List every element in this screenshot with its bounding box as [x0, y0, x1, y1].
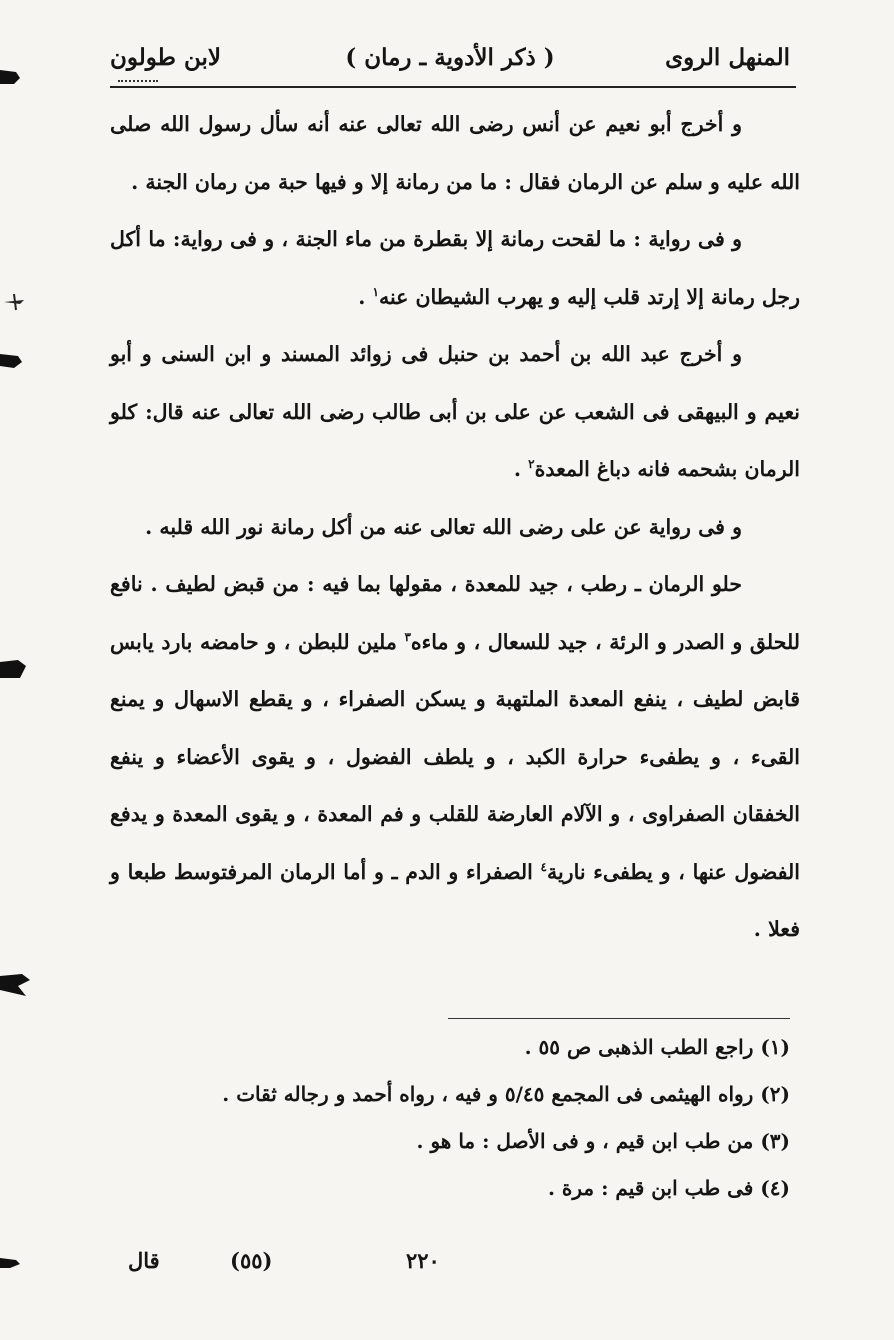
footnote-ref-2: ٢	[528, 457, 535, 472]
binding-mark-icon	[0, 346, 24, 374]
footnote-3: (٣) من طب ابن قيم ، و فى الأصل : ما هو .	[416, 1129, 790, 1153]
page-footer	[110, 1240, 800, 1280]
binding-mark-icon	[0, 62, 24, 92]
paragraph-3-text: و أخرج عبد الله بن أحمد بن حنبل فى زوائد المسند و ابن السنى و أبو نعيم و البيهقى فى الشعب عن على بن أبى طالب رضى الله تعالى عنه قال: كلو الرمان بشحمه فانه دباغ المعدة	[110, 342, 800, 481]
paragraph-5-text-b: ملين للبطن ، و حامضه بارد يابس قابض لطيف ، ينفع المعدة الملتهبة و يسكن الصفراء ، و يقطع الاسهال و يمنع القىء ، و يطفىء حرارة الكبد ، و يلطف الفضول ، و يقوى الأعضاء و ينفع الخفقان الصفراوى ، و الآلام العارضة للقلب و فم المعدة ، و يقوى المعدة و يدفع الفضول عنها ، و يطفىء نارية	[110, 629, 800, 884]
paragraph-2-text: و فى رواية : ما لقحت رمانة إلا بقطرة من ماء الجنة ، و فى رواية: ما أكل رجل رمانة إلا إرتد قلب إليه و يهرب الشيطان عنه	[110, 227, 800, 309]
paragraph-3-end: .	[513, 457, 529, 481]
paragraph-5-text-c: الصفراء و الدم ـ و أما الرمان المرفتوسط طبعا و فعلا .	[110, 859, 800, 941]
header-dots	[118, 80, 158, 82]
paragraph-4: و فى رواية عن على رضى الله تعالى عنه من أكل رمانة نور الله قلبه .	[145, 514, 742, 539]
binding-mark-icon	[0, 652, 30, 686]
paragraph-2-end: .	[358, 284, 373, 309]
paragraph-5-text-a: حلو الرمان ـ رطب ، جيد للمعدة ، مقولها بما فيه : من قبض لطيف . نافع للحلق و الصدر و الرئة ، جيد للسعال ، و ماءه	[110, 572, 800, 654]
footnote-rule	[448, 1018, 790, 1019]
sheet-number: (٥٥)	[230, 1248, 273, 1273]
footnote-4: (٤) فى طب ابن قيم : مرة .	[547, 1176, 790, 1200]
paragraph-1: و أخرج أبو نعيم عن أنس رضى الله تعالى عنه أنه سأل رسول الله صلى الله عليه و سلم عن الرمان فقال : ما من رمانة إلا و فيها حبة من رمان الجنة .	[110, 112, 800, 194]
binding-mark-icon	[0, 968, 32, 1002]
footnote-ref-3: ٣	[404, 629, 411, 644]
catchword: قال	[128, 1248, 160, 1273]
paragraph-2	[110, 211, 800, 326]
header-rule	[110, 86, 796, 88]
paragraph-5	[110, 556, 800, 959]
footnotes	[150, 1024, 790, 1212]
running-header	[110, 38, 790, 82]
footnote-1: (١) راجع الطب الذهبى ص ٥٥ .	[524, 1035, 790, 1059]
binding-mark-icon	[0, 1252, 24, 1274]
footnote-2: (٢) رواه الهيثمى فى المجمع ٥/٤٥ و فيه ، رواه أحمد و رجاله ثقات .	[222, 1082, 790, 1106]
section-title: ( ذكر الأدوية ـ رمان )	[345, 44, 555, 71]
paragraph-3	[110, 326, 800, 499]
footnote-ref-4: ٤	[540, 859, 547, 874]
page-number: ٢٢٠	[406, 1248, 440, 1273]
author-name: لابن طولون	[110, 44, 222, 71]
main-text	[110, 96, 800, 959]
book-title: المنهل الروى	[665, 44, 790, 71]
binding-mark-icon	[0, 290, 30, 314]
footnote-ref-1: ١	[372, 284, 379, 299]
